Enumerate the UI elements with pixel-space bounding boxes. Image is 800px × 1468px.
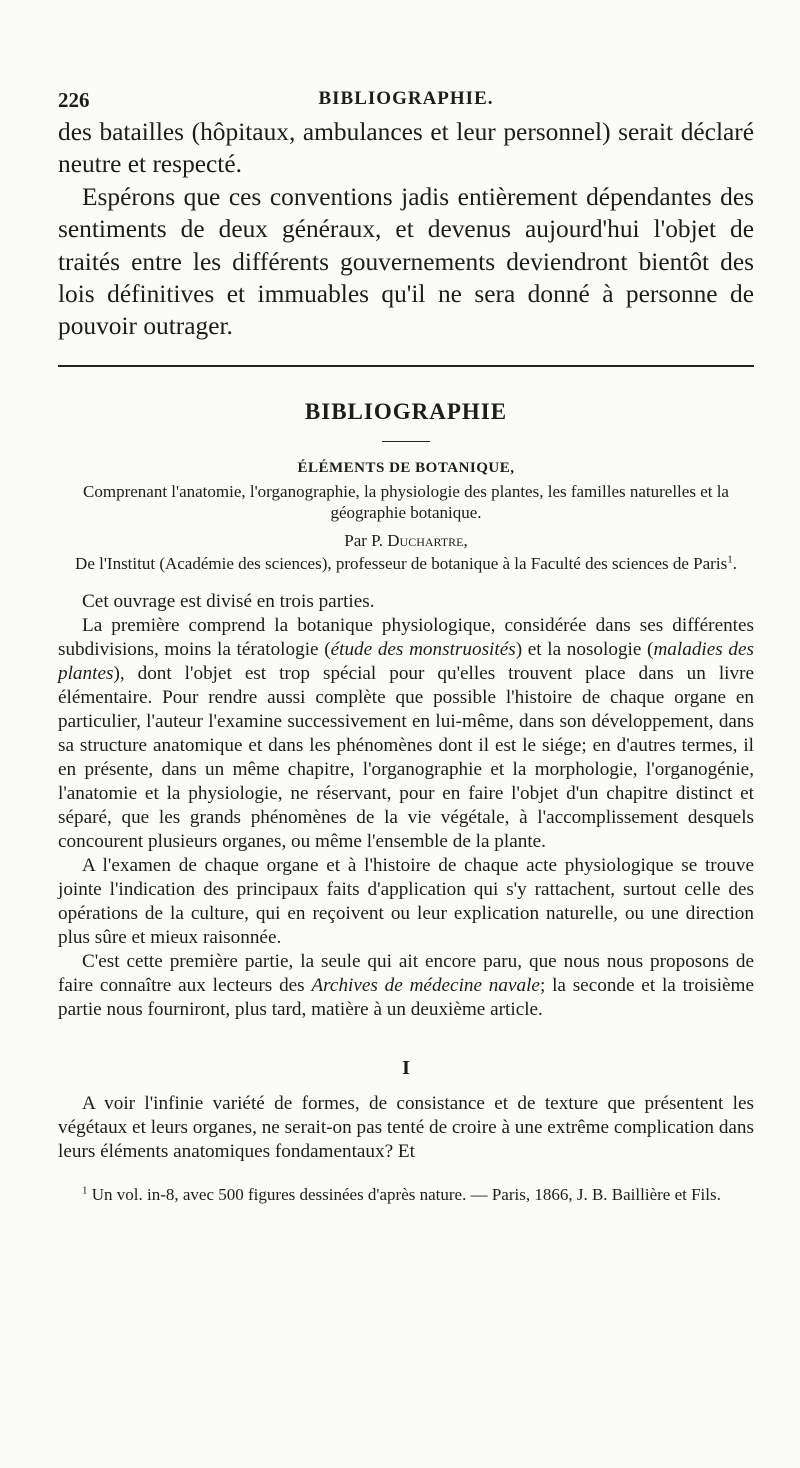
p4-text-a: C'est cette première partie, la seule qui ait encore paru, que nous nous proposons de faire connaître aux lecteurs des	[58, 950, 754, 996]
paragraph-5: A voir l'infinie variété de formes, de consistance et de texture que présentent les végétaux et leurs organes, ne serait-on pas tenté de croire à une extrême complication dans leurs éléments anatomiques fondamentaux? Et	[58, 1092, 754, 1162]
preceding-article-end	[58, 116, 754, 343]
affiliation-text: De l'Institut (Académie des sciences), professeur de botanique à la Faculté des sciences de Paris	[75, 553, 728, 573]
p2-text-c: ), dont l'objet est trop spécial pour qu'elles trouvent place dans un livre élémentaire. Pour rendre aussi complète que possible l'histoire de chaque organe en particulier, l'auteur l'examine successivement en lui-même, dans son développement, dans sa structure anatomique et dans les phénomènes dont il est le siége; en d'autres termes, il en présente, dans un même chapitre, l'organographie et la morphologie, l'organogénie, l'anatomie et la physiologie, ne réservant, pour en faire l'objet d'un chapitre distinct et séparé, que les grands phénomènes de la vie végétale, à l'accomplissement desquels concourent plusieurs organes, ou même l'ensemble de la plante.	[58, 662, 754, 852]
section-divider	[58, 365, 754, 367]
author-name: Duchartre,	[387, 530, 468, 550]
book-title: ÉLÉMENTS DE BOTANIQUE,	[297, 459, 515, 476]
running-head	[58, 84, 754, 116]
affiliation-period: .	[732, 553, 737, 573]
p2-text-b: ) et la nosologie (	[515, 638, 654, 660]
p2-italic-2: maladies des plantes	[58, 638, 754, 684]
footnote-reference: 1	[727, 553, 733, 566]
footnote	[58, 1184, 754, 1206]
lead-paragraph-2: Espérons que ces conventions jadis entièrement dépendantes des sentiments de deux généraux, et devenus aujourd'hui l'objet de traités entre les différents gouvernements deviendront bientôt des lois définitives et immuables qu'il ne sera donné à personne de pouvoir outrager.	[58, 182, 754, 341]
review-body	[58, 590, 754, 1164]
book-subtitle: Comprenant l'anatomie, l'organographie, la physiologie des plantes, les familles naturelles et la géographie botanique.	[83, 481, 729, 522]
paragraph-4	[58, 950, 754, 1022]
footnote-mark: 1	[82, 1184, 88, 1197]
p2-italic-1: étude des monstruosités	[330, 638, 516, 660]
author-affiliation	[58, 553, 754, 574]
p4-italic: Archives de médecine navale	[311, 974, 540, 996]
paragraph-1: Cet ouvrage est divisé en trois parties.	[82, 590, 375, 612]
paragraph-3: A l'examen de chaque organe et à l'histoire de chaque acte physiologique se trouve jointe l'indication des principaux faits d'application qui s'y rattachent, surtout celle des opérations de la culture, qui en reçoivent ou leur explication naturelle, ou une direction plus sûre et mieux raisonnée.	[58, 854, 754, 948]
footnote-text: Un vol. in-8, avec 500 figures dessinées d'après nature. — Paris, 1866, J. B. Baillière et Fils.	[87, 1184, 721, 1204]
p4-text-b: ; la seconde et la troisième partie nous fourniront, plus tard, matière à un deuxième article.	[58, 974, 754, 1020]
running-title: BIBLIOGRAPHIE.	[318, 88, 494, 109]
title-rule	[382, 441, 430, 442]
section-title: BIBLIOGRAPHIE	[304, 398, 508, 424]
author-line	[58, 531, 754, 551]
paragraph-2	[58, 614, 754, 854]
author-prefix: Par P.	[344, 530, 388, 550]
page-number: 226	[58, 88, 90, 112]
section-number: I	[402, 1056, 410, 1079]
lead-paragraph-1: des batailles (hôpitaux, ambulances et leur personnel) serait déclaré neutre et respecté.	[58, 118, 754, 179]
page	[58, 84, 754, 1206]
p2-text-a: La première comprend la botanique physiologique, considérée dans ses différentes subdivisions, moins la tératologie (	[58, 614, 754, 660]
